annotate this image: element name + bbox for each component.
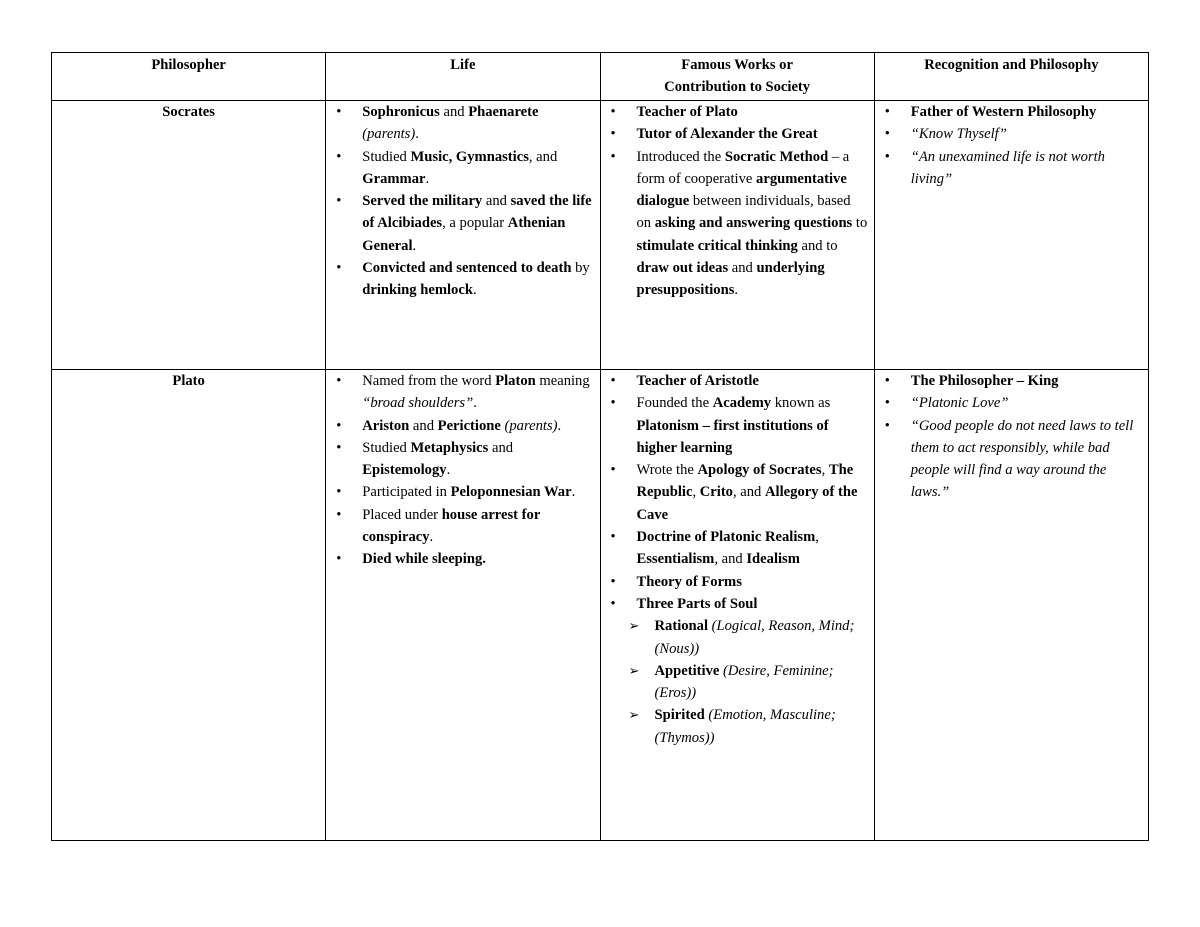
list-item — [637, 101, 868, 123]
text-run: meaning — [535, 373, 590, 389]
life-cell — [326, 370, 600, 841]
text-run: . — [472, 282, 477, 299]
text-run: Phaenarete — [468, 104, 539, 120]
text-run: Athenian General — [362, 215, 566, 254]
text-run: Studied — [362, 148, 411, 165]
header-works-line2: Contribution to Society — [664, 79, 811, 96]
text-run: Named from the word — [362, 373, 496, 389]
header-philosopher: Philosopher — [52, 53, 326, 101]
text-run: Rational — [654, 618, 709, 635]
life-list — [326, 101, 599, 302]
text-run: , — [692, 484, 700, 501]
text-run: . — [734, 282, 739, 299]
list-item — [362, 548, 593, 570]
header-works — [600, 53, 874, 101]
text-run: to — [852, 215, 868, 232]
text-run: and — [482, 193, 511, 210]
text-run: , and — [732, 484, 766, 501]
works-cell — [600, 101, 874, 370]
list-item — [637, 370, 868, 392]
text-run: The Philosopher – King — [910, 373, 1059, 389]
header-works-line1: Famous Works or — [681, 57, 793, 73]
list-item — [362, 370, 593, 415]
works-cell — [600, 370, 874, 841]
text-run: Studied — [362, 439, 411, 456]
text-run: , and — [714, 551, 747, 568]
text-run: Teacher of Plato — [636, 104, 738, 120]
soul-parts-list — [601, 615, 874, 749]
list-item — [637, 526, 868, 571]
text-run: “broad shoulders” — [362, 395, 474, 412]
list-item — [637, 146, 868, 302]
list-item — [362, 481, 593, 503]
text-run: . — [571, 484, 576, 501]
text-run: Metaphysics — [410, 439, 489, 456]
text-run: Academy — [712, 395, 772, 412]
text-run: and — [439, 104, 469, 120]
text-run: (Emotion, Masculine; (Thymos)) — [654, 707, 836, 746]
text-run: – a form of cooperative — [636, 148, 850, 187]
works-list — [601, 101, 874, 302]
text-run: , — [821, 462, 829, 479]
text-run: and — [409, 417, 438, 434]
text-run: Introduced the — [636, 148, 725, 165]
text-run: Teacher of Aristotle — [636, 373, 759, 389]
text-run: Peloponnesian War — [450, 484, 572, 501]
list-item — [655, 704, 870, 749]
row-socrates — [52, 101, 1149, 370]
text-run: , — [815, 529, 819, 546]
text-run: Essentialism — [636, 551, 715, 568]
list-item — [637, 459, 868, 526]
text-run: . — [425, 170, 430, 187]
text-run: between individuals, based on — [636, 193, 851, 232]
list-item — [362, 257, 593, 302]
text-run: Theory of Forms — [636, 573, 742, 590]
recognition-cell — [874, 370, 1148, 841]
text-run: Father of Western Philosophy — [910, 104, 1097, 120]
recognition-cell — [874, 101, 1148, 370]
text-run: (Desire, Feminine; (Eros)) — [654, 662, 834, 702]
text-run: . — [415, 126, 419, 143]
list-item — [911, 101, 1142, 123]
text-run: . — [412, 237, 417, 254]
text-run: (parents) — [362, 126, 416, 143]
text-run: Appetitive — [654, 662, 720, 679]
text-run: “Know Thyself” — [910, 126, 1007, 143]
list-item — [362, 437, 593, 482]
text-run: (parents) — [500, 417, 558, 434]
text-run: Crito — [699, 484, 733, 501]
life-cell — [326, 101, 600, 370]
list-item — [637, 392, 868, 459]
philosophers-table — [51, 52, 1149, 841]
list-item — [362, 101, 593, 146]
text-run: Tutor of Alexander the Great — [636, 126, 818, 143]
text-run: “Good people do not need laws to tell them to act responsibly, while bad people will find a way around the laws.” — [910, 417, 1134, 501]
text-run: Apology of Socrates — [697, 462, 822, 479]
row-plato — [52, 370, 1149, 841]
text-run: , a popular — [442, 215, 508, 232]
text-run: Died while sleeping. — [362, 551, 486, 568]
text-run: Wrote the — [636, 462, 698, 479]
text-run: draw out ideas — [636, 260, 729, 277]
text-run: and — [488, 439, 514, 456]
text-run: Served the military — [362, 193, 483, 210]
text-run: and to — [797, 237, 838, 254]
life-list — [326, 370, 599, 571]
text-run: Music, Gymnastics — [410, 148, 529, 165]
text-run: Socratic Method — [724, 148, 829, 165]
text-run: saved the life of Alcibiades — [362, 193, 592, 232]
text-run: , and — [528, 148, 558, 165]
list-item — [362, 504, 593, 549]
text-run: (Logical, Reason, Mind;(Nous)) — [654, 618, 855, 657]
text-run: Platon — [495, 373, 536, 389]
text-run: The Republic — [636, 462, 854, 501]
text-run: Epistemology — [362, 462, 447, 479]
recognition-list — [875, 370, 1148, 504]
list-item — [911, 415, 1142, 504]
works-list — [601, 370, 874, 615]
text-run: Participated in — [362, 484, 451, 501]
list-item — [911, 392, 1142, 414]
list-item — [362, 190, 593, 257]
text-run: . — [473, 395, 477, 412]
text-run: . — [557, 417, 562, 434]
text-run: by — [571, 260, 590, 277]
list-item — [911, 370, 1142, 392]
text-run: Founded the — [636, 395, 713, 412]
text-run: Ariston — [362, 417, 410, 434]
text-run: Allegory of the Cave — [636, 484, 858, 523]
text-run: Three Parts of Soul — [636, 595, 758, 612]
text-run: and — [728, 260, 757, 277]
header-row — [52, 53, 1149, 101]
text-run: drinking hemlock — [362, 282, 473, 299]
text-run: “An unexamined life is not worth living” — [910, 148, 1105, 187]
text-run: Platonism – first institutions of higher learning — [636, 417, 829, 456]
text-run: argumentative dialogue — [636, 170, 847, 210]
text-run: Spirited — [654, 707, 705, 724]
list-item — [911, 123, 1142, 145]
list-item — [637, 123, 868, 145]
text-run: Idealism — [746, 551, 800, 568]
list-item — [655, 660, 870, 705]
text-run: “Platonic Love” — [910, 395, 1009, 412]
list-item — [911, 146, 1142, 191]
list-item — [637, 571, 868, 593]
text-run: house arrest for conspiracy — [362, 506, 541, 546]
list-item — [362, 415, 593, 437]
text-run: . — [429, 529, 434, 546]
list-item — [637, 593, 868, 615]
text-run: Sophronicus — [362, 104, 440, 120]
text-run: Perictione — [437, 417, 501, 434]
text-run: known as — [771, 395, 831, 412]
text-run: Grammar — [362, 170, 426, 187]
text-run: underlying presuppositions — [636, 260, 825, 299]
philosopher-name: Plato — [52, 370, 326, 841]
text-run: . — [446, 462, 451, 479]
list-item — [655, 615, 870, 660]
text-run: stimulate critical thinking — [636, 237, 798, 254]
text-run: Doctrine of Platonic Realism — [636, 529, 816, 546]
header-life: Life — [326, 53, 600, 101]
text-run: Convicted and sentenced to death — [362, 260, 572, 277]
text-run: Placed under — [362, 506, 442, 523]
list-item — [362, 146, 593, 191]
recognition-list — [875, 101, 1148, 190]
text-run: asking and answering questions — [654, 215, 853, 232]
header-recognition: Recognition and Philosophy — [874, 53, 1148, 101]
philosopher-name: Socrates — [52, 101, 326, 370]
